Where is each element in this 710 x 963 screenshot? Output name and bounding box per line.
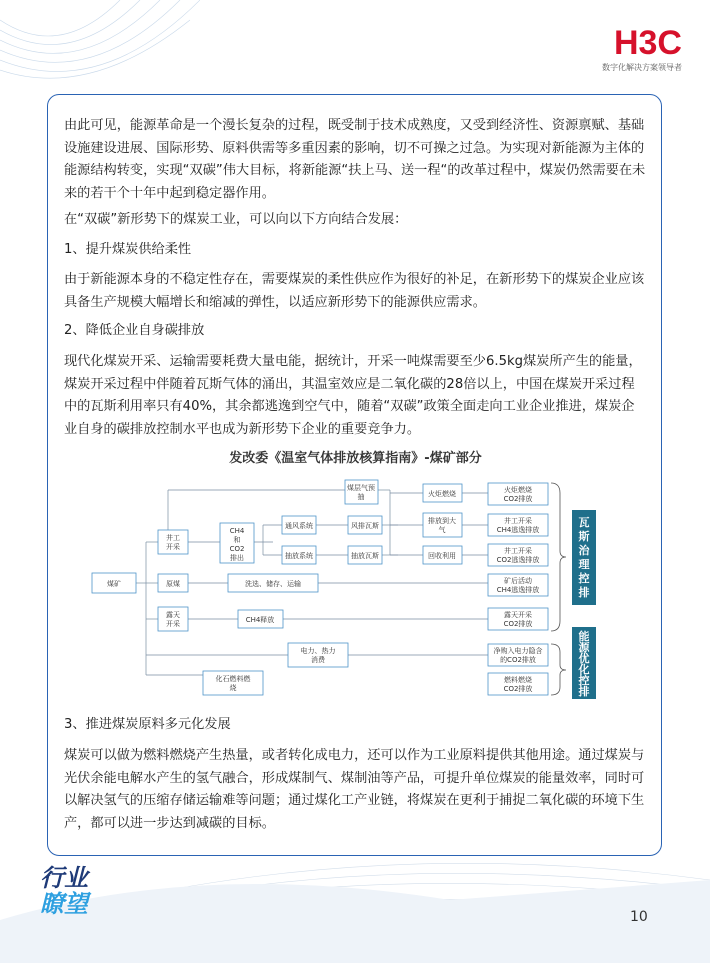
brace-gas-control [551,483,566,631]
svg-text:净购入电力隐含: 净购入电力隐含 [493,647,543,655]
node-emit-atmosphere [423,513,462,537]
svg-text:消费: 消费 [311,656,325,664]
node-flare [423,484,462,502]
content-card [47,94,662,856]
h3c-logo [582,26,682,73]
node-drained-gas [348,546,382,564]
industry-outlook-logo [40,865,88,917]
side-label-energy-optimization [572,627,596,699]
node-open-pit-mining [158,607,188,631]
node-drainage-system [282,546,316,564]
node-fossil-fuel-combustion [203,671,263,695]
svg-text:煤矿: 煤矿 [107,580,121,588]
brace-energy-optimization [551,644,566,695]
svg-text:井工开采: 井工开采 [504,517,532,525]
logo-text: H3C [613,24,682,62]
svg-text:源: 源 [578,641,590,654]
output-flare-co2 [488,483,548,505]
brand-line-1: 行业 [40,864,88,892]
svg-text:CO2: CO2 [229,545,245,553]
svg-text:CO2排放: CO2排放 [503,685,533,693]
svg-text:瓦: 瓦 [578,516,590,529]
node-ventilation-system [282,516,316,534]
node-ch4-release [238,610,283,628]
svg-text:抽放瓦斯: 抽放瓦斯 [351,552,379,560]
page-number: 10 [630,909,648,925]
output-post-mining-ch4 [488,574,548,596]
paragraph-directions: 在“双碳”新形势下的煤炭工业，可以向以下方向结合发展： [64,212,408,227]
svg-text:CH4逃逸排放: CH4逃逸排放 [496,526,540,534]
svg-text:优: 优 [578,652,590,665]
svg-text:矿后活动: 矿后活动 [504,577,532,585]
svg-text:井工: 井工 [166,534,180,542]
svg-text:排: 排 [578,586,590,599]
output-underground-ch4 [488,514,548,536]
svg-text:治: 治 [578,544,590,557]
svg-text:CH4释放: CH4释放 [245,616,275,624]
node-cbm-predrainage [345,480,378,504]
svg-text:燃料燃烧: 燃料燃烧 [504,676,532,684]
output-purchased-power-co2 [488,644,548,666]
svg-text:CO2排放: CO2排放 [503,495,533,503]
svg-text:开采: 开采 [166,543,180,551]
svg-text:控: 控 [578,674,590,687]
node-power-heat-consumption [288,643,348,667]
emission-flow-diagram [48,95,663,715]
svg-text:CH4逃逸排放: CH4逃逸排放 [496,586,540,594]
svg-text:排: 排 [578,685,590,698]
node-recycle [423,546,462,564]
paragraph-intro: 由此可见，能源革命是一个漫长复杂的过程，既受制于技术成熟度，又受到经济性、资源禀赋、基础设施建设进展、国际形势、原料供需等多重因素的影响，切不可操之过急。为实现对新能源为主体的能源结构转变，实现“双碳”伟大目标，将新能源“扶上马、送一程“的改革过程中，煤炭仍然需要在未来的若干个十年中起到稳定器作用。 [64,118,646,201]
node-coal-mine [92,573,136,593]
output-open-pit-co2 [488,608,548,630]
heading-supply-flexibility: 1、提升煤炭供给柔性 [64,242,192,257]
svg-text:气: 气 [438,526,446,534]
svg-text:回收利用: 回收利用 [428,552,456,560]
node-underground-mining [158,530,188,554]
svg-text:化: 化 [578,663,590,676]
diagram-title: 发改委《温室气体排放核算指南》-煤矿部分 [229,451,482,466]
svg-text:斯: 斯 [578,530,590,543]
side-label-gas-control [572,510,596,605]
svg-text:能: 能 [578,630,590,643]
svg-text:原煤: 原煤 [166,580,180,588]
brand-line-2: 瞭望 [40,890,88,918]
output-underground-co2 [488,544,548,566]
svg-text:理: 理 [578,558,590,571]
svg-text:抽: 抽 [357,493,365,501]
svg-text:CO2排放: CO2排放 [503,620,533,628]
svg-text:电力、热力: 电力、热力 [300,647,336,655]
paragraph-reduce-emissions: 现代化煤炭开采、运输需要耗费大量电能，据统计，开采一吨煤需要至少6.5kg煤炭所产生的能量，煤炭开采过程中伴随着瓦斯气体的涌出，其温室效应是二氧化碳的28倍以上，中国在煤炭开采过程中的瓦斯利用率只有40%，其余都逃逸到空气中，随着“双碳”政策全面走向工业企业推进，煤炭企业自身的碳排放控制水平也成为新形势下企业的重要竞争力。 [64,354,642,437]
svg-text:露天: 露天 [166,611,180,619]
node-raw-coal [158,574,188,592]
svg-text:洗选、储存、运输: 洗选、储存、运输 [245,580,301,588]
svg-text:化石燃料燃: 化石燃料燃 [215,675,251,683]
svg-text:火炬燃烧: 火炬燃烧 [428,490,456,498]
svg-text:控: 控 [578,572,590,585]
svg-text:火炬燃烧: 火炬燃烧 [504,486,532,494]
node-ch4-co2-discharge [220,523,254,563]
svg-text:通风系统: 通风系统 [285,522,313,530]
heading-reduce-emissions: 2、降低企业自身碳排放 [64,323,205,338]
svg-text:排出: 排出 [230,554,244,562]
svg-text:煤层气预: 煤层气预 [347,484,375,492]
svg-text:排放到大: 排放到大 [428,517,456,525]
svg-text:抽放系统: 抽放系统 [285,552,313,560]
heading-diversification: 3、推进煤炭原料多元化发展 [64,717,231,732]
output-fuel-combustion-co2 [488,673,548,695]
svg-text:烧: 烧 [229,684,237,692]
svg-text:和: 和 [233,536,241,544]
node-wash-store-transport [228,574,318,592]
paragraph-supply-flexibility: 由于新能源本身的不稳定性存在，需要煤炭的柔性供应作为很好的补足，在新形势下的煤炭企业应该具备生产规模大幅增长和缩减的弹性，以适应新形势下的能源供应需求。 [64,272,645,310]
node-ventilation-gas [348,516,382,534]
svg-text:的CO2排放: 的CO2排放 [500,656,536,664]
svg-text:开采: 开采 [166,620,180,628]
svg-text:露天开采: 露天开采 [504,611,532,619]
logo-tagline: 数字化解决方案领导者 [602,63,682,72]
paragraph-diversification: 煤炭可以做为燃料燃烧产生热量，或者转化成电力，还可以作为工业原料提供其他用途。通过煤炭与光伏余能电解水产生的氢气融合，形成煤制气、煤制油等产品，可提升单位煤炭的能量效率，同时可以解决氢气的压缩存储运输难等问题；通过煤化工产业链，将煤炭在更利于捕捉二氧化碳的环境下生产，都可以进一步达到减碳的目标。 [64,748,645,831]
svg-text:风排瓦斯: 风排瓦斯 [351,522,379,530]
svg-text:CO2逃逸排放: CO2逃逸排放 [496,556,540,564]
svg-text:CH4: CH4 [229,527,245,535]
background-wave-bottom [0,840,710,963]
svg-text:井工开采: 井工开采 [504,547,532,555]
